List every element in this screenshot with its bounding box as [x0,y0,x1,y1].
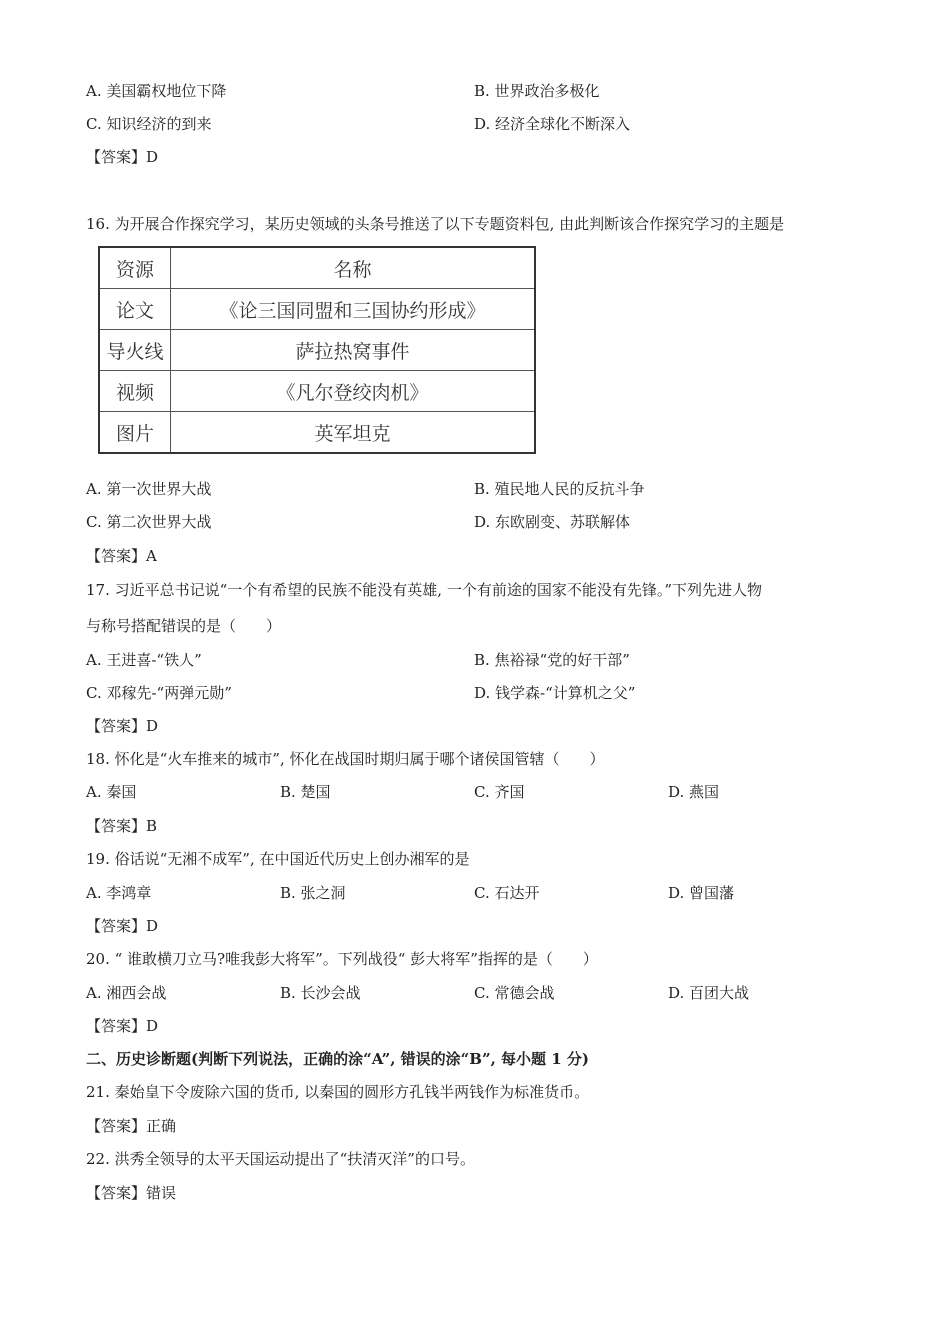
q21-answer: 【答案】正确 [86,1117,177,1135]
q20-option-c: C. 常德会战 [474,984,555,1002]
section2-heading: 二、历史诊断题(判断下列说法，正确的涂“A”, 错误的涂“B”, 每小题 1 分) [86,1050,590,1068]
q21-stem: 21. 秦始皇下令废除六国的货币, 以秦国的圆形方孔钱半两钱作为标准货币。 [86,1083,590,1101]
table-header-row [99,247,535,289]
q17-stem-line1: 17. 习近平总书记说“一个有希望的民族不能没有英雄, 一个有前途的国家不能没有先锋。”下列先进人物 [86,581,763,599]
q17-option-c: C. 邓稼先-“两弹元勋” [86,684,232,702]
table-cell: 视频 [99,371,171,412]
table-cell: 图片 [99,412,171,454]
q18-option-b: B. 楚国 [280,783,331,801]
q19-option-a: A. 李鸿章 [86,884,152,902]
q16-answer: 【答案】A [86,547,157,565]
q22-answer: 【答案】错误 [86,1184,177,1202]
q17-option-a: A. 王进喜-“铁人” [86,651,202,669]
q16-option-d: D. 东欧剧变、苏联解体 [474,513,631,531]
q17-answer: 【答案】D [86,717,159,735]
q19-option-d: D. 曾国藩 [668,884,735,902]
q18-option-d: D. 燕国 [668,783,720,801]
q16-option-a: A. 第一次世界大战 [86,480,212,498]
table-cell: 论文 [99,289,171,330]
q15-option-a: A. 美国霸权地位下降 [86,82,227,100]
q15-option-b: B. 世界政治多极化 [474,82,600,100]
q17-option-b: B. 焦裕禄“党的好干部” [474,651,630,669]
table-cell: 《论三国同盟和三国协约形成》 [171,289,536,330]
q16-option-c: C. 第二次世界大战 [86,513,212,531]
q16-option-b: B. 殖民地人民的反抗斗争 [474,480,645,498]
q20-option-d: D. 百团大战 [668,984,750,1002]
q20-stem: 20. “ 谁敢横刀立马?唯我彭大将军”。下列战役“ 彭大将军”指挥的是（ ） [86,950,598,968]
table-row [99,330,535,371]
q19-answer: 【答案】D [86,917,159,935]
q18-option-c: C. 齐国 [474,783,525,801]
q22-stem: 22. 洪秀全领导的太平天国运动提出了“扶清灭洋”的口号。 [86,1150,475,1168]
q20-option-a: A. 湘西会战 [86,984,167,1002]
q20-option-b: B. 长沙会战 [280,984,361,1002]
q19-stem: 19. 俗话说“无湘不成军”, 在中国近代历史上创办湘军的是 [86,850,470,868]
table-row [99,289,535,330]
q15-answer: 【答案】D [86,148,159,166]
q15-option-d: D. 经济全球化不断深入 [474,115,631,133]
table-cell: 萨拉热窝事件 [171,330,536,371]
q17-option-d: D. 钱学森-“计算机之父” [474,684,636,702]
table-cell: 《凡尔登绞肉机》 [171,371,536,412]
q16-resource-table [98,246,536,454]
q18-stem: 18. 怀化是“火车推来的城市”, 怀化在战国时期归属于哪个诸侯国管辖（ ） [86,750,605,768]
q19-option-b: B. 张之洞 [280,884,346,902]
q19-option-c: C. 石达开 [474,884,540,902]
table-cell: 导火线 [99,330,171,371]
table-row [99,412,535,454]
table-cell: 英军坦克 [171,412,536,454]
q18-answer: 【答案】B [86,817,158,835]
q18-option-a: A. 秦国 [86,783,137,801]
table-header-cell: 名称 [171,247,536,289]
table-row [99,371,535,412]
q16-stem: 16. 为开展合作探究学习，某历史领域的头条号推送了以下专题资料包, 由此判断该合作探究学习的主题是 [86,215,785,233]
q15-option-c: C. 知识经济的到来 [86,115,212,133]
table-header-cell: 资源 [99,247,171,289]
q17-stem-line2: 与称号搭配错误的是（ ） [86,617,282,635]
q20-answer: 【答案】D [86,1017,159,1035]
